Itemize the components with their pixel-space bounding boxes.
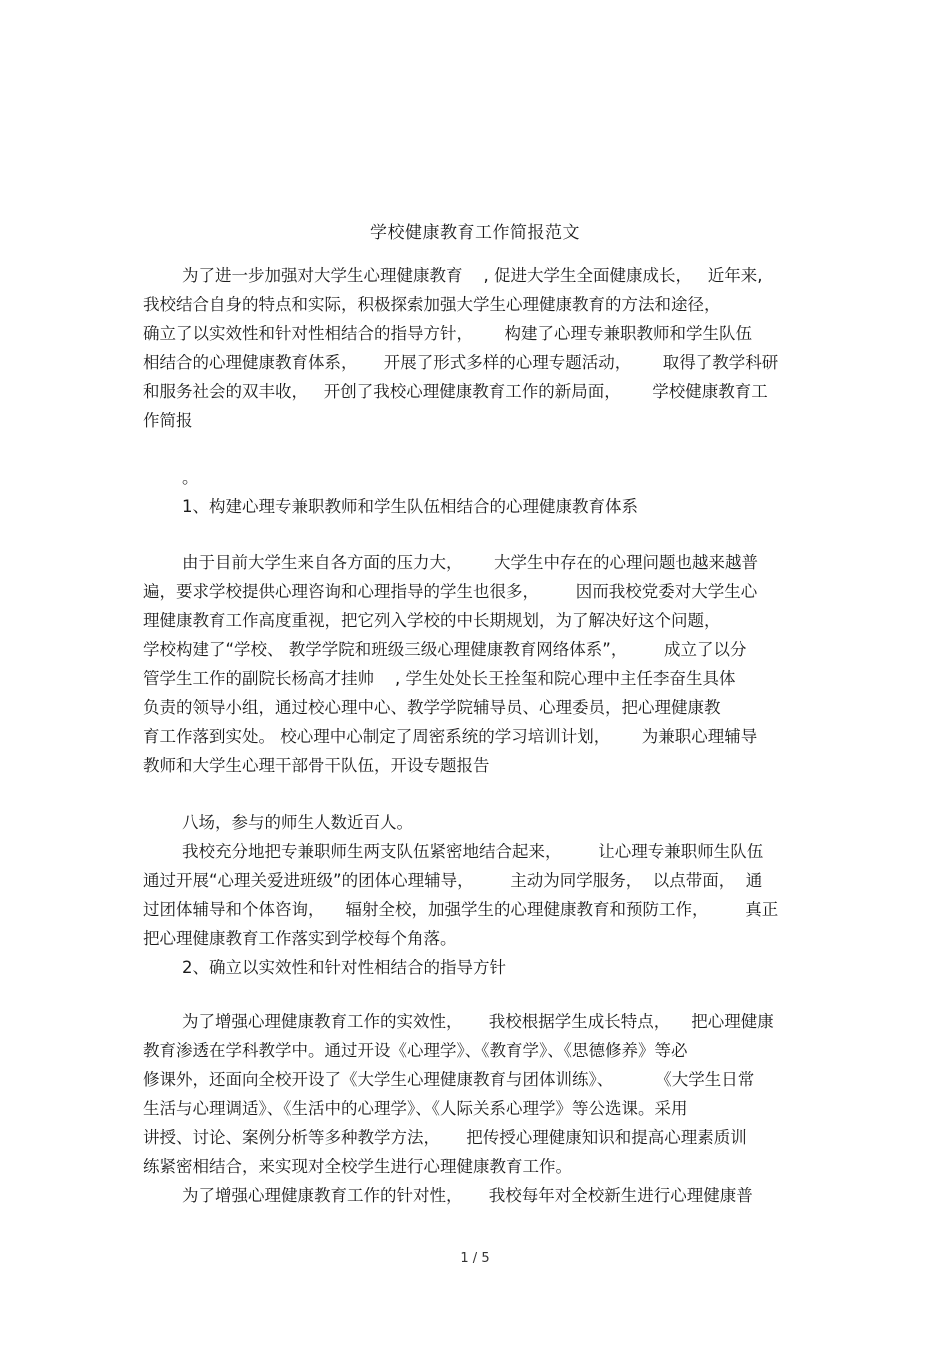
text-line: 我校充分地把专兼职师生两支队伍紧密地结合起来， 让心理专兼职师生队伍: [182, 842, 764, 861]
text-line: 相结合的心理健康教育体系， 开展了形式多样的心理专题活动， 取得了教学科研: [143, 353, 779, 372]
section-2-title: 2、确立以实效性和针对性相结合的指导方针: [182, 958, 506, 977]
text-line: 修课外，还面向全校开设了《大学生心理健康教育与团体训练》、 《大学生日常: [143, 1070, 755, 1089]
text-line: 为了增强心理健康教育工作的针对性， 我校每年对全校新生进行心理健康普: [182, 1186, 753, 1205]
text-line: 八场，参与的师生人数近百人。: [182, 813, 413, 832]
section-heading-1: [143, 463, 808, 521]
text-line: 。: [182, 468, 199, 487]
text-line: 和服务社会的双丰收， 开创了我校心理健康教育工作的新局面， 学校健康教育工: [143, 382, 768, 401]
paragraph-section-1: [143, 548, 808, 780]
text-line: 学校构建了“学校、 教学学院和班级三级心理健康教育网络体系”， 成立了以分: [143, 640, 747, 659]
page-number: 1 / 5: [460, 1251, 490, 1266]
paragraph-section-2: [143, 1007, 808, 1210]
document-title: 学校健康教育工作简报范文: [370, 223, 580, 243]
text-line: 练紧密相结合，来实现对全校学生进行心理健康教育工作。: [143, 1157, 572, 1176]
text-line: 我校结合自身的特点和实际，积极探索加强大学生心理健康教育的方法和途径，: [143, 295, 721, 314]
text-line: 教师和大学生心理干部骨干队伍，开设专题报告: [143, 756, 490, 775]
section-1-title: 1、构建心理专兼职教师和学生队伍相结合的心理健康教育体系: [182, 497, 638, 516]
text-line: 管学生工作的副院长杨高才挂帅 , 学生处处长王拴玺和院心理中主任李奋生具体: [143, 669, 736, 688]
text-line: 讲授、讨论、案例分析等多种教学方法， 把传授心理健康知识和提高心理素质训: [143, 1128, 747, 1147]
text-line: 负责的领导小组，通过校心理中心、教学学院辅导员、心理委员，把心理健康教: [143, 698, 721, 717]
text-line: 过团体辅导和个体咨询， 辐射全校，加强学生的心理健康教育和预防工作， 真正: [143, 900, 779, 919]
paragraph-intro: [143, 261, 808, 435]
text-line: 确立了以实效性和针对性相结合的指导方针， 构建了心理专兼职教师和学生队伍: [143, 324, 752, 343]
text-line: 为了进一步加强对大学生心理健康教育 , 促进大学生全面健康成长， 近年来,: [182, 266, 763, 285]
text-line: 作简报: [143, 411, 193, 430]
text-line: 由于目前大学生来自各方面的压力大， 大学生中存在的心理问题也越来越普: [182, 553, 758, 572]
text-line: 遍，要求学校提供心理咨询和心理指导的学生也很多， 因而我校党委对大学生心: [143, 582, 758, 601]
text-line: 教育渗透在学科教学中。通过开设《心理学》、《教育学》、《思德修养》等必: [143, 1041, 688, 1060]
text-line: 为了增强心理健康教育工作的实效性， 我校根据学生成长特点， 把心理健康: [182, 1012, 774, 1031]
text-line: 把心理健康教育工作落实到学校每个角落。: [143, 929, 457, 948]
text-line: 生活与心理调适》、《生活中的心理学》、《人际关系心理学》等公选课。采用: [143, 1099, 688, 1118]
paragraph-section-1-cont: [143, 808, 808, 982]
text-line: 育工作落到实处。 校心理中心制定了周密系统的学习培训计划， 为兼职心理辅导: [143, 727, 758, 746]
text-line: 理健康教育工作高度重视，把它列入学校的中长期规划，为了解决好这个问题，: [143, 611, 721, 630]
text-line: 通过开展“心理关爱进班级”的团体心理辅导， 主动为同学服务， 以点带面， 通: [143, 871, 763, 890]
